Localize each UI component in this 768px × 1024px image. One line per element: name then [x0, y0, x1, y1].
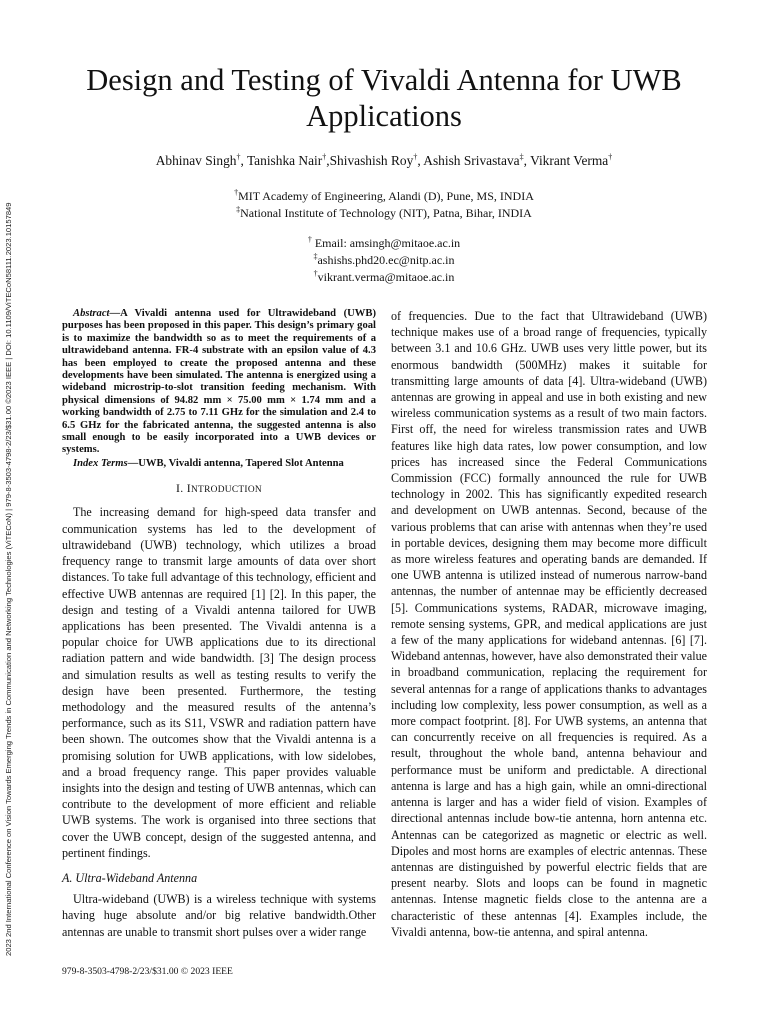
abstract — [62, 308, 376, 457]
uwb-antenna-paragraph: Ultra-wideband (UWB) is a wireless technique with systems having huge absolute and/or big relative bandwidth.Other antennas are unable to transmit short pulses over a wider range — [62, 892, 376, 939]
author-5-mark: † — [608, 152, 613, 162]
email-3 — [60, 269, 708, 286]
email-1 — [60, 235, 708, 252]
right-column — [391, 308, 707, 940]
subsection-heading-uwb-antenna: A. Ultra-Wideband Antenna — [62, 870, 198, 885]
email-2 — [60, 252, 708, 269]
section-number: I. I — [176, 481, 191, 496]
side-citation-text: 2023 2nd International Conference on Vision Towards Emerging Trends in Communication and Networking Technologies (ViTECoN) | 979-8-3503-4798-2/23/$31.00 ©2023 IEEE | DOI: 10.1109/ViTECoN58111.2023.10157849 — [4, 202, 13, 956]
index-terms-label: Index Terms — [73, 457, 128, 469]
author-5: Vikrant Verma — [530, 153, 609, 168]
author-1: Abhinav Singh — [155, 153, 237, 168]
email-1-mark: † — [307, 235, 312, 244]
author-list: Abhinav Singh†, Tanishka Nair†,Shivashish Roy†, Ashish Srivastava‡, Vikrant Verma† — [155, 152, 613, 168]
author-4: Ashish Srivastava — [423, 153, 520, 168]
email-2-mark: ‡ — [313, 252, 318, 261]
index-terms-text: —UWB, Vivaldi antenna, Tapered Slot Antenna — [127, 457, 344, 469]
email-2-text: ashishs.phd20.ec@nitp.ac.in — [317, 253, 455, 267]
abstract-label: Abstract — [73, 308, 110, 319]
author-2: Tanishka Nair — [246, 153, 323, 168]
affiliation-1 — [60, 188, 708, 205]
index-terms — [62, 458, 376, 470]
affiliation-2-text: National Institute of Technology (NIT), Patna, Bihar, INDIA — [240, 206, 532, 220]
affiliation-1-mark: † — [234, 188, 239, 197]
email-block — [60, 235, 708, 286]
author-3-mark: † — [413, 152, 418, 162]
right-column-paragraph: of frequencies. Due to the fact that Ultrawideband (UWB) technique makes use of a broad range of frequencies, typically between 3.1 and 10.6 GHz. UWB uses very little power, but its enormous bandwidth (500MHz) makes it suitable for transmitting large amounts of data [4]. Ultra-wideband (UWB) antennas are growing in appeal and use in both existing and new wireless communication systems as a result of two main factors. First off, the need for wireless transmission rates and UWB features like high data rates, low power consumption, and low prices has increased since the Federal Communications Commission (FCC) formally announced the rule for UWB technology in 2002. This has significantly expedited research and development on UWB antennas. Second, because of the various problems that can arise with antennas when they’re used in portable devices, designing them may become more difficult as more wireless features and operating bands are demanded. If one UWB antenna is utilized instead of numerous narrow-band antennas, the number of antennae may be efficiently decreased [5]. Communications systems, RADAR, microwave imaging, remote sensing systems, GPR, and medical applications are just a few of the many applications for wideband antennas. [6] [7]. Wideband antennas, however, have also demonstrated their value in broadband communication, replacing the requirement for several antennas for a range of applications thanks to advantages including low complexity, less power consumption, as well as a more compact footprint. [8]. For UWB systems, an antenna that can concurrently receive on all frequencies is required. As a result, throughout the whole band, antenna behaviour and performance must be uniform and predictable. A directional antenna is large and has a high gain, while an omni-directional antenna is larger and has a wider field of vision. Examples of directional antennas include bow-tie antenna, horn antenna etc. Antennas can be categorized as magnetic or electric as well. Dipoles and most horns are examples of electric antennas. These antennas are distinguished by powerful electric fields that are present nearby. Slots and loops can be found in magnetic antennas. Intense magnetic fields close to the antenna are a characteristic of these antennas [4]. Examples include, the Vivaldi antenna, bow-tie antenna, and spiral antenna. — [391, 309, 707, 939]
affiliation-1-text: MIT Academy of Engineering, Alandi (D), Pune, MS, INDIA — [238, 189, 534, 203]
affiliation-2-mark: ‡ — [236, 205, 241, 214]
section-title-rest: NTRODUCTION — [190, 485, 262, 496]
left-column — [62, 308, 376, 940]
affiliations — [60, 188, 708, 222]
title-line-2: Applications — [306, 99, 462, 133]
side-citation-strip — [4, 0, 16, 960]
paper-title — [60, 62, 708, 134]
title-line-1: Design and Testing of Vivaldi Antenna for UWB — [86, 63, 682, 97]
abstract-text: —A Vivaldi antenna used for Ultrawideband (UWB) purposes has been proposed in this paper. This design’s primary goal is to maximize the bandwidth so as to meet the requirements of a ultrawideband antenna. FR-4 substrate with an epsilon value of 4.3 has been employed to create the proposed antenna and these developments have been simulated. The antenna is energized using a wideband microstrip-to-slot transition feeding mechanism. With physical dimensions of 94.82 mm × 75.00 mm × 1.74 mm and a working bandwidth of 2.75 to 7.11 GHz for the simulation and 2.4 to 6.5 GHz for the fabricated antenna, the suggested antenna is also small enough to be easily incorporated into a UWB devices or systems. — [62, 308, 376, 456]
email-3-mark: † — [313, 269, 318, 278]
author-1-mark: † — [236, 152, 241, 162]
email-3-text: vikrant.verma@mitaoe.ac.in — [317, 270, 455, 284]
author-3: Shivashish Roy — [329, 153, 414, 168]
section-heading-introduction — [62, 480, 376, 498]
author-4-mark: ‡ — [519, 152, 524, 162]
copyright-footer: 979-8-3503-4798-2/23/$31.00 © 2023 IEEE — [62, 966, 233, 977]
email-1-text: Email: amsingh@mitaoe.ac.in — [311, 236, 461, 250]
introduction-paragraph: The increasing demand for high-speed data transfer and communication systems has led to the development of ultrawideband (UWB) technology, which utilizes a broad frequency range to transmit large amounts of data over short distances. To take full advantage of this technology, efficient and effective UWB antennas are required [1] [2]. In this paper, the design and testing of a Vivaldi antenna tailored for UWB applications has been presented. The Vivaldi antenna is a popular choice for UWB applications due to its directional radiation pattern and wide bandwidth. [3] The design process and simulation results as well as testing results to verify the design have been presented. Furthermore, the testing methodology and the measured results of the antenna’s performance, such as its S11, VSWR and radiation pattern have been shown. The outcomes show that the Vivaldi antenna is a promising solution for UWB applications, with low sidelobes, and a broad frequency range. This paper provides valuable insights into the design and testing of UWB antennas, which can contribute to the development of more efficient and reliable UWB systems. The work is organised into three sections that cover the UWB concept, design of the suggested antenna, and pertinent findings. — [62, 505, 376, 860]
author-2-mark: † — [322, 152, 327, 162]
affiliation-2 — [60, 205, 708, 222]
